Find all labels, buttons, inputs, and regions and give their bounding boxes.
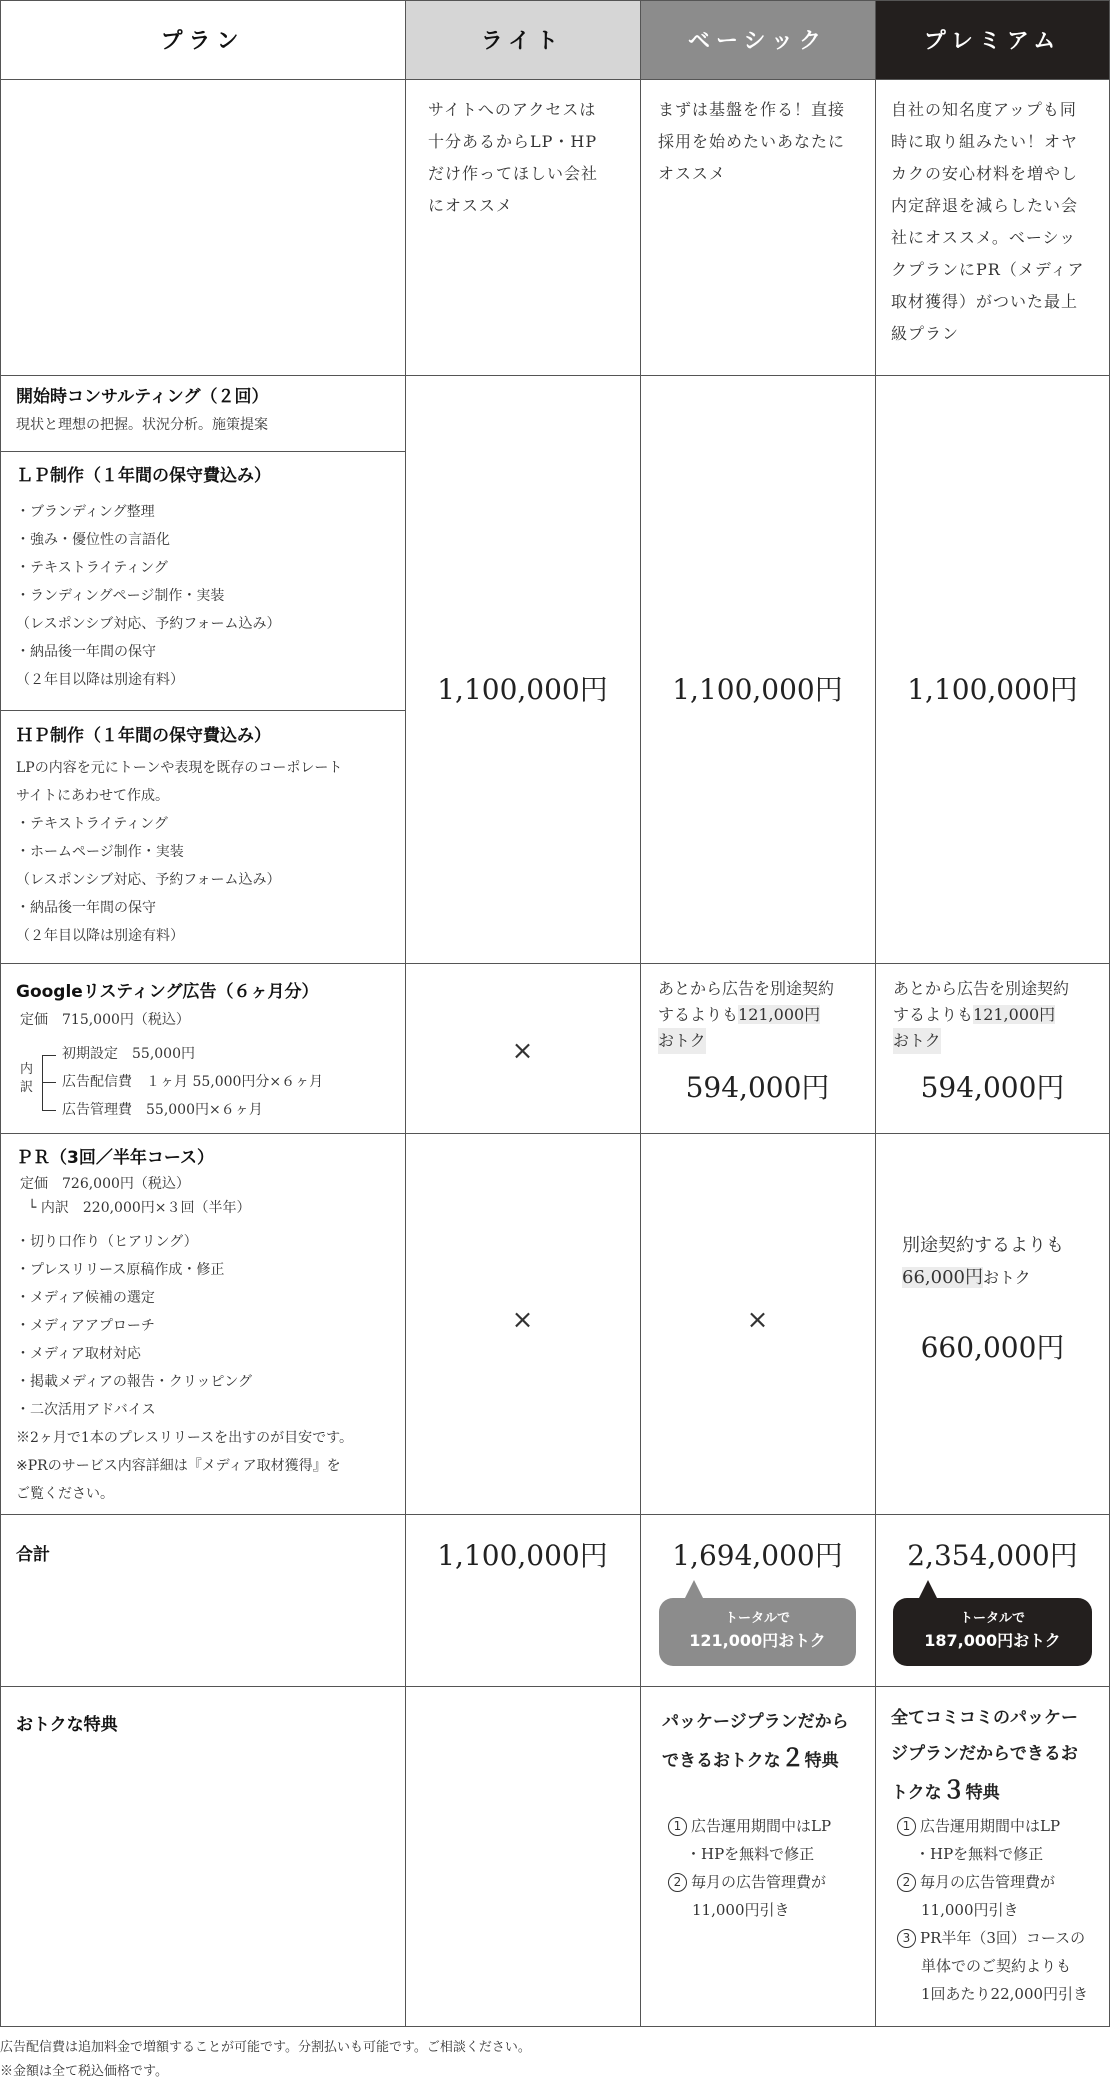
benefit-item: 1 広告運用期間中はLP	[668, 1812, 873, 1840]
pr-title: ＰＲ（3回／半年コース）	[16, 1148, 214, 1168]
desc-premium: 自社の知名度アップも同 時に取り組みたい！オヤ カクの安心材料を増やし 内定辞退を減らしたい会 社にオススメ。ベーシッ クプランにPR（メディア 取材獲得）がついた最上 級プラン	[891, 100, 1085, 343]
benefits-premium-list	[897, 1812, 1107, 2008]
header-premium: プレミアム	[923, 29, 1062, 54]
grid-lp-bottom	[0, 710, 405, 711]
consulting-desc: 現状と理想の把握。状況分析。施策提案	[16, 417, 268, 433]
hp-title: ＨＰ制作（１年間の保守費込み）	[16, 726, 271, 746]
consulting-title: 開始時コンサルティング（２回）	[16, 387, 269, 407]
consulting-section	[16, 383, 401, 439]
build-price-premium: 1,100,000円	[907, 673, 1078, 706]
hp-item: ・ホームページ制作・実装	[16, 844, 184, 860]
benefit-item: 2 毎月の広告管理費が	[668, 1868, 873, 1896]
pr-item: ・二次活用アドバイス	[16, 1402, 156, 1418]
grid-google-bottom	[0, 1133, 1110, 1134]
hp-item: （２年目以降は別途有料）	[16, 928, 184, 944]
benefit-item-cont: 単体でのご契約よりも	[921, 1957, 1072, 1975]
google-breakdown-tick	[42, 1110, 56, 1111]
desc-basic: まずは基盤を作る！直接 採用を始めたいあなたに オススメ	[658, 100, 846, 183]
total-basic: 1,694,000円	[672, 1539, 843, 1572]
google-premium-price: 594,000円	[920, 1071, 1065, 1104]
lp-item: （レスポンシブ対応、予約フォーム込み）	[16, 616, 281, 632]
benefits-basic-title: パッケージプランだから できるおトクな２特典	[662, 1712, 849, 1772]
google-basic-note: あとから広告を別途契約 するよりも121,000円 おトク	[658, 976, 868, 1054]
lp-title: ＬＰ制作（１年間の保守費込み）	[16, 466, 271, 486]
pr-item: ・メディア取材対応	[16, 1346, 141, 1362]
google-title: Googleリスティング広告（６ヶ月分）	[16, 982, 319, 1002]
google-list-price: 定価 715,000円（税込）	[20, 1012, 190, 1028]
lp-item: ・ブランディング整理	[16, 504, 155, 520]
pr-item: ・掲載メディアの報告・クリッピング	[16, 1374, 253, 1390]
header-basic: ベーシック	[687, 29, 828, 54]
google-section	[16, 978, 401, 1034]
pr-note: ※2ヶ月で1本のプレスリリースを出すのが目安です。	[16, 1430, 354, 1446]
lp-item: ・強み・優位性の言語化	[16, 532, 170, 548]
benefits-label: おトクな特典	[16, 1715, 118, 1735]
grid-desc-bottom	[0, 375, 1110, 376]
grid-col2	[640, 0, 641, 2026]
total-basic-bubble: トータルで 121,000円おトク	[659, 1598, 856, 1666]
benefit-item-cont: ・HPを無料で修正	[915, 1845, 1044, 1863]
footer-note: 広告配信費は追加料金で増額することが可能です。分割払いも可能です。ご相談ください。	[0, 2040, 531, 2055]
google-basic-price: 594,000円	[685, 1071, 830, 1104]
pr-item: ・プレスリリース原稿作成・修正	[16, 1262, 225, 1278]
google-breakdown-item: 初期設定 55,000円	[62, 1046, 195, 1062]
pr-breakdown: └ 内訳 220,000円×３回（半年）	[28, 1200, 251, 1216]
pr-item: ・メディアアプローチ	[16, 1318, 155, 1334]
grid-col3	[875, 0, 876, 2026]
lp-item: ・テキストライティング	[16, 560, 168, 576]
hp-item: LPの内容を元にトーンや表現を既存のコーポレート	[16, 760, 343, 776]
google-breakdown-bracket	[42, 1055, 53, 1111]
google-breakdown-label: 内 訳	[20, 1062, 34, 1095]
desc-light: サイトへのアクセスは 十分あるからLP・HP だけ作ってほしい会社 にオススメ	[428, 100, 599, 215]
pr-list-price: 定価 726,000円（税込）	[20, 1176, 190, 1192]
grid-col1	[405, 0, 406, 2026]
footer-note: ※金額は全て税込価格です。	[0, 2064, 168, 2079]
grid-pr-bottom	[0, 1514, 1110, 1515]
benefit-item-cont: 11,000円引き	[921, 1901, 1019, 1919]
benefit-item: 2 毎月の広告管理費が	[897, 1868, 1107, 1896]
pr-light-x: ×	[511, 1305, 534, 1335]
hp-item: ・納品後一年間の保守	[16, 900, 156, 916]
google-breakdown-tick	[42, 1082, 56, 1083]
grid-top	[0, 0, 1110, 1]
total-premium: 2,354,000円	[907, 1539, 1078, 1572]
google-light-x: ×	[511, 1036, 534, 1066]
grid-consult-bottom	[0, 451, 405, 452]
benefits-premium-title: 全てコミコミのパッケー ジプランだからできるお トクな３特典	[891, 1708, 1078, 1804]
pr-premium-note: 別途契約するよりも 66,000円おトク	[902, 1235, 1064, 1288]
pr-section	[16, 1144, 401, 1508]
pr-basic-x: ×	[746, 1305, 769, 1335]
grid-benefit-bottom	[0, 2026, 1110, 2027]
google-breakdown	[62, 1040, 323, 1124]
google-breakdown-item: 広告管理費 55,000円×６ヶ月	[62, 1102, 263, 1118]
grid-left	[0, 0, 1, 2026]
build-price-basic: 1,100,000円	[672, 673, 843, 706]
hp-section	[16, 720, 401, 950]
pr-note: ご覧ください。	[16, 1486, 114, 1502]
google-breakdown-item: 広告配信費 １ヶ月 55,000円分×６ヶ月	[62, 1074, 324, 1090]
total-label: 合計	[16, 1545, 50, 1565]
benefit-item-cont: 1回あたり22,000円引き	[921, 1985, 1089, 2003]
build-price-light: 1,100,000円	[437, 673, 608, 706]
header-light: ライト	[480, 29, 565, 54]
benefit-item: 3 PR半年（3回）コースの	[897, 1924, 1107, 1952]
grid-total-bottom	[0, 1686, 1110, 1687]
pr-item: ・メディア候補の選定	[16, 1290, 155, 1306]
total-premium-bubble: トータルで 187,000円おトク	[893, 1598, 1092, 1666]
hp-item: （レスポンシブ対応、予約フォーム込み）	[16, 872, 281, 888]
benefit-item-cont: 11,000円引き	[692, 1901, 790, 1919]
hp-item: ・テキストライティング	[16, 816, 168, 832]
lp-item: ・納品後一年間の保守	[16, 644, 156, 660]
pr-item: ・切り口作り（ヒアリング）	[16, 1234, 198, 1250]
header-plan: プラン	[160, 29, 245, 54]
footer-notes	[0, 2036, 1100, 2084]
benefits-basic-list	[668, 1812, 873, 1924]
benefit-item: 1 広告運用期間中はLP	[897, 1812, 1107, 1840]
grid-build-bottom	[0, 963, 1110, 964]
lp-section	[16, 460, 401, 694]
grid-header-bottom	[0, 79, 1110, 80]
pr-note: ※PRのサービス内容詳細は『メディア取材獲得』を	[16, 1458, 341, 1474]
google-breakdown-tick	[42, 1055, 56, 1056]
total-light: 1,100,000円	[437, 1539, 608, 1572]
grid-right	[1109, 0, 1110, 2026]
google-premium-note: あとから広告を別途契約 するよりも121,000円 おトク	[893, 976, 1105, 1054]
lp-item: ・ランディングページ制作・実装	[16, 588, 225, 604]
benefit-item-cont: ・HPを無料で修正	[686, 1845, 815, 1863]
lp-item: （２年目以降は別途有料）	[16, 672, 184, 688]
pr-premium-price: 660,000円	[920, 1331, 1065, 1364]
hp-item: サイトにあわせて作成。	[16, 788, 170, 804]
